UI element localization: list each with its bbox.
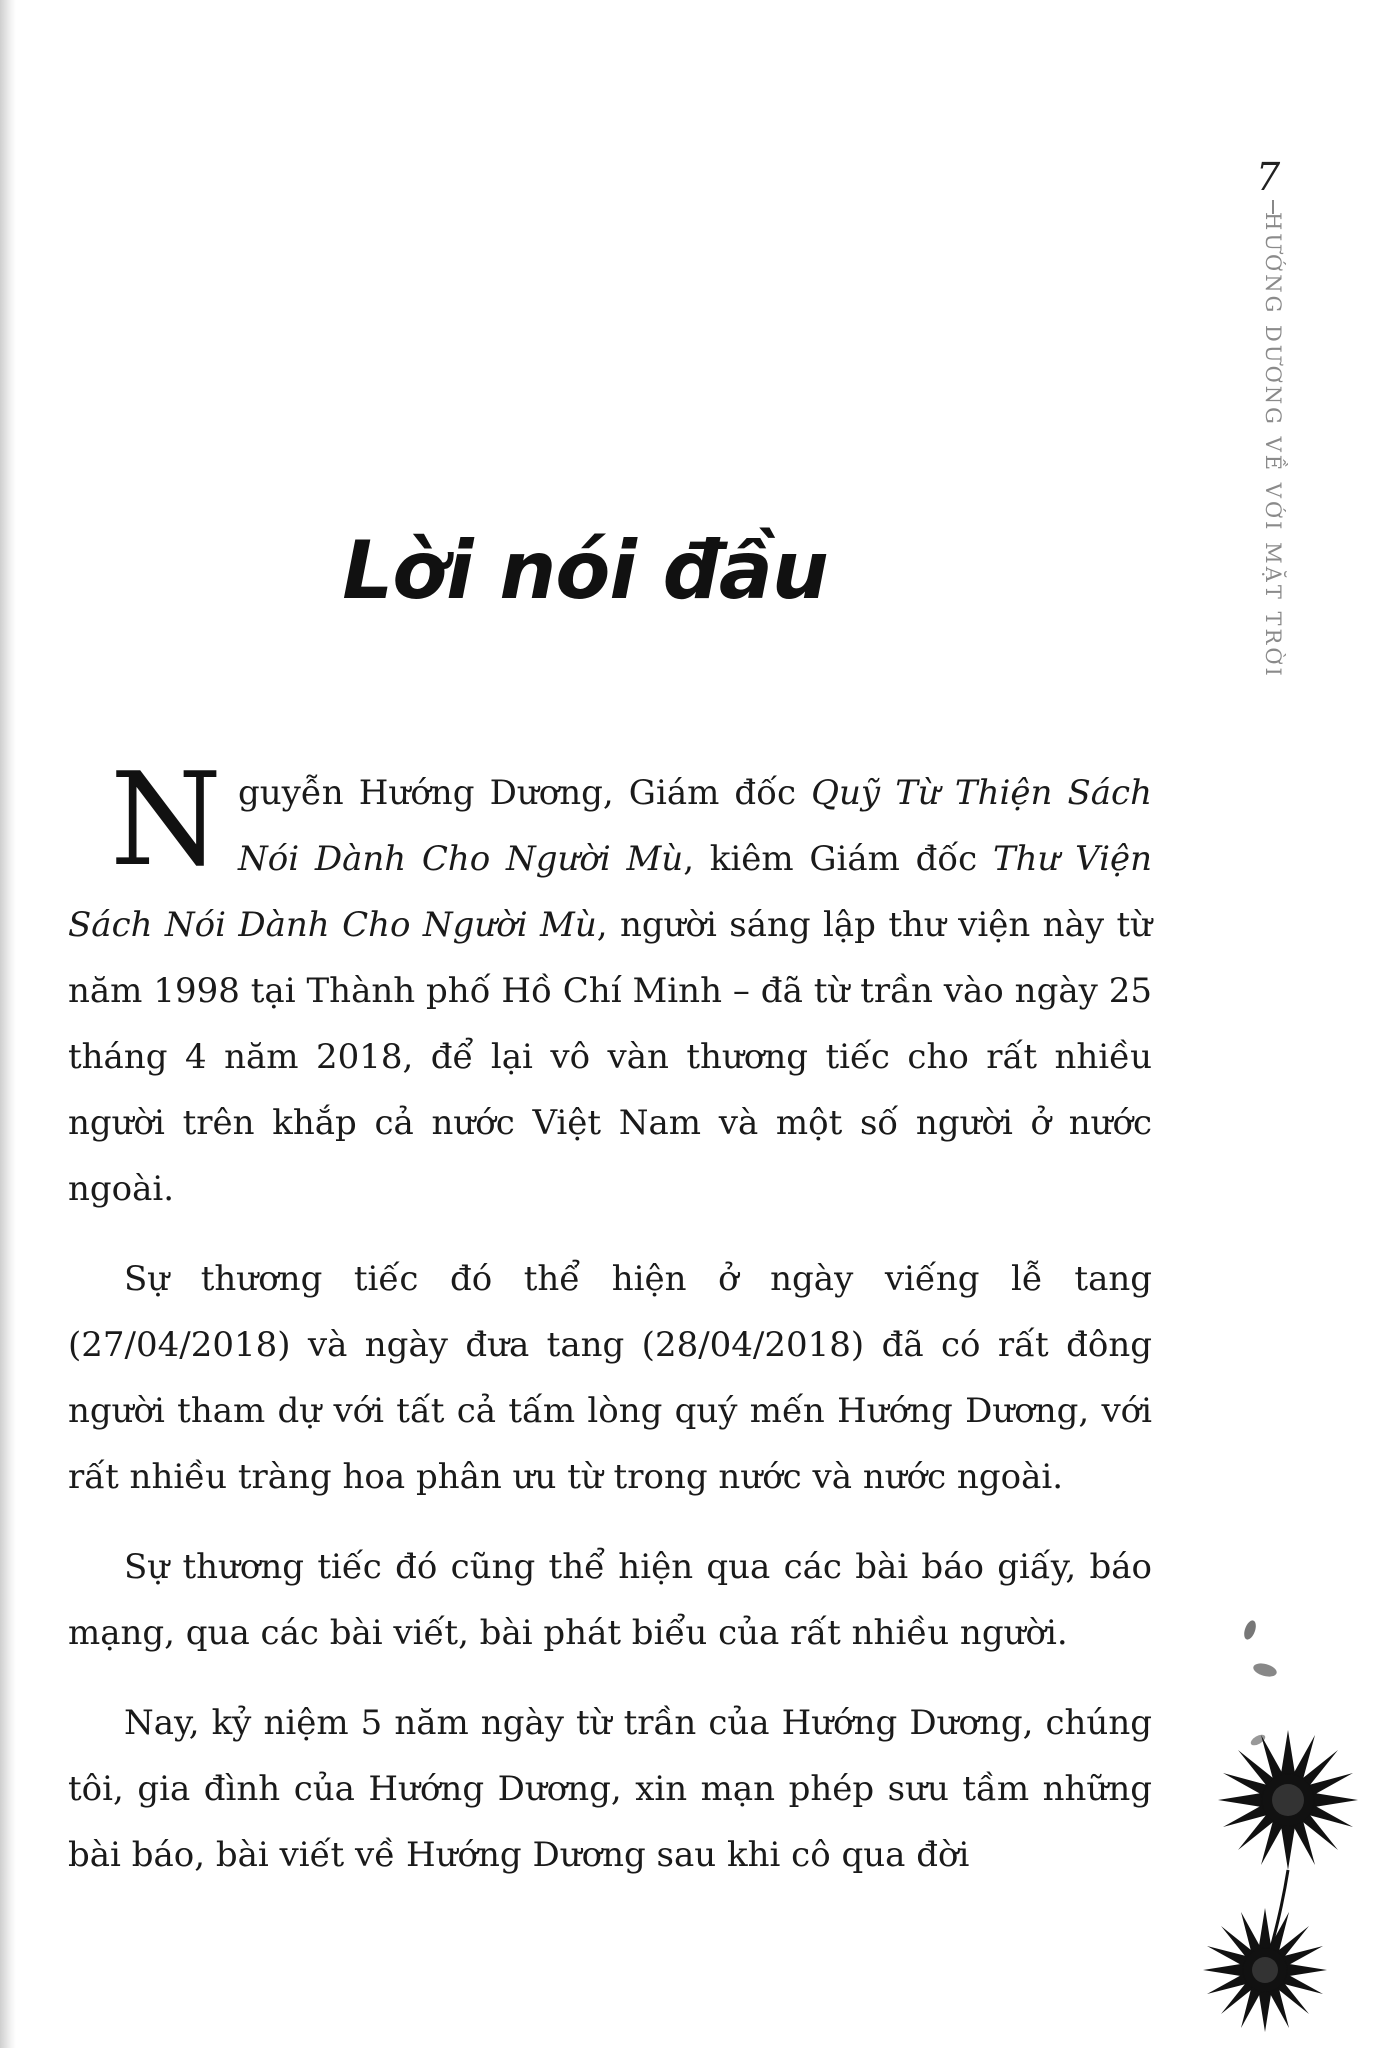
sunflower-icon — [1170, 1570, 1380, 2048]
fund-name: Quỹ Từ Thiện Sách Nói Dành Cho Người Mù — [238, 773, 1152, 879]
paragraph-4: Nay, kỷ niệm 5 năm ngày từ trần của Hướng Dương, chúng tôi, gia đình của Hướng Dương, xin mạn phép sưu tầm những bài báo, bài viết về Hướng Dương sau khi cô qua đời — [68, 1703, 1152, 1875]
body-text — [68, 746, 1153, 1912]
paragraph-1-part-c: , kiêm Giám đốc — [683, 839, 993, 879]
library-name: Thư Viện Sách Nói Dành Cho Người Mù — [68, 839, 1152, 945]
paragraph-1 — [68, 746, 1153, 1222]
running-header-text: HƯỚNG DƯƠNG VỀ VỚI MẶT TRỜI — [1261, 212, 1285, 679]
paragraph-1-part-e: , người sáng lập thư viện này từ năm 1998 tại Thành phố Hồ Chí Minh – đã từ trần vào ngày 25 tháng 4 năm 2018, để lại vô vàn thương tiếc cho rất nhiều người trên khắp cả nước Việt Nam và một số người ở nước ngoài. — [68, 905, 1153, 1209]
paragraph-3: Sự thương tiếc đó cũng thể hiện qua các bài báo giấy, báo mạng, qua các bài viết, bài phát biểu của rất nhiều người. — [68, 1547, 1152, 1653]
paragraph-1-part-a: guyễn Hướng Dương, Giám đốc — [238, 773, 812, 813]
drop-cap: N — [110, 746, 222, 895]
chapter-title: Lời nói đầu — [342, 523, 828, 617]
page-number: 7 — [1256, 155, 1281, 199]
running-header — [1251, 212, 1295, 682]
page-edge-shadow — [0, 0, 16, 2048]
paragraph-2: Sự thương tiếc đó thể hiện ở ngày viếng lễ tang (27/04/2018) và ngày đưa tang (28/04/2018) đã có rất đông người tham dự với tất cả tấm lòng quý mến Hướng Dương, với rất nhiều tràng hoa phân ưu từ trong nước và nước ngoài. — [68, 1259, 1152, 1497]
